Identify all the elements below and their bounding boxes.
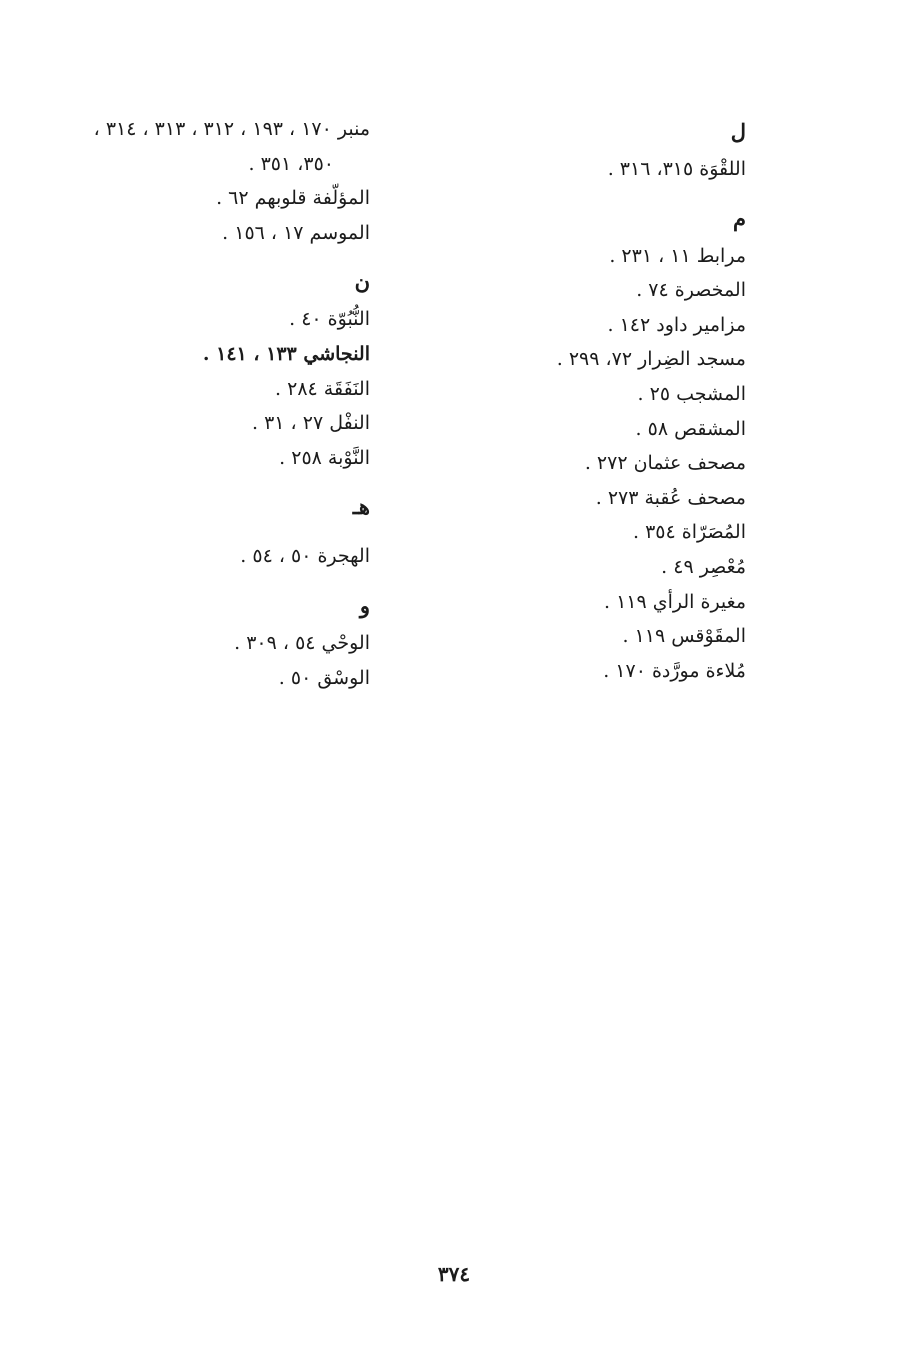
index-entry: الوحْي ٥٤ ، ٣٠٩ . bbox=[234, 631, 370, 654]
index-entry: مُلاءة مورَّدة ١٧٠ . bbox=[603, 659, 746, 682]
index-entry: الهجرة ٥٠ ، ٥٤ . bbox=[240, 545, 370, 568]
index-entry: مُعْصِر ٤٩ . bbox=[661, 555, 746, 578]
index-entry: النُّبُوّة ٤٠ . bbox=[289, 308, 370, 331]
index-entry: منبر ١٧٠ ، ١٩٣ ، ٣١٢ ، ٣١٣ ، ٣١٤ ، bbox=[93, 118, 370, 140]
index-entry: النفْل ٢٧ ، ٣١ . bbox=[252, 412, 370, 435]
index-entry: اللقْوَة ٣١٥، ٣١٦ . bbox=[607, 158, 746, 180]
section-letter-nun: ن bbox=[354, 269, 370, 295]
index-entry: النَفَقَة ٢٨٤ . bbox=[275, 377, 370, 400]
left-index-column bbox=[30, 112, 370, 695]
index-entry: مزامير داود ١٤٢ . bbox=[607, 313, 746, 336]
index-entry: مصحف عُقبة ٢٧٣ . bbox=[595, 486, 746, 509]
index-entry: مغيرة الرأي ١١٩ . bbox=[603, 590, 746, 613]
section-letter-ha: هـ bbox=[352, 494, 370, 520]
index-entry: النَّوْبة ٢٥٨ . bbox=[279, 446, 370, 469]
section-letter-mim: م bbox=[732, 205, 746, 231]
index-entry: المُصَرّاة ٣٥٤ . bbox=[632, 521, 746, 544]
section-letter-lam: ل bbox=[730, 119, 746, 144]
index-entry: الموسم ١٧ ، ١٥٦ . bbox=[222, 221, 370, 244]
index-entry: المشجب ٢٥ . bbox=[637, 382, 746, 405]
index-entry: مصحف عثمان ٢٧٢ . bbox=[584, 452, 746, 475]
index-entry: مرابط ١١ ، ٢٣١ . bbox=[609, 244, 746, 267]
index-entry: النجاشي ١٣٣ ، ١٤١ . bbox=[202, 342, 370, 365]
page-number: ٣٧٤ bbox=[437, 1262, 471, 1286]
index-entry-continuation: ٣٥٠، ٣٥١ . bbox=[248, 152, 334, 175]
right-index-column bbox=[406, 112, 746, 688]
index-entry: المخصرة ٧٤ . bbox=[636, 279, 746, 302]
index-entry: مسجد الضِرار ٧٢، ٢٩٩ . bbox=[556, 348, 746, 371]
index-entry: المؤلّفة قلوبهم ٦٢ . bbox=[216, 187, 370, 210]
index-entry: الوسْق ٥٠ . bbox=[278, 666, 370, 689]
index-entry: المشقص ٥٨ . bbox=[635, 417, 746, 440]
index-entry: المقَوْقس ١١٩ . bbox=[622, 625, 746, 648]
section-letter-waw: و bbox=[359, 592, 370, 618]
